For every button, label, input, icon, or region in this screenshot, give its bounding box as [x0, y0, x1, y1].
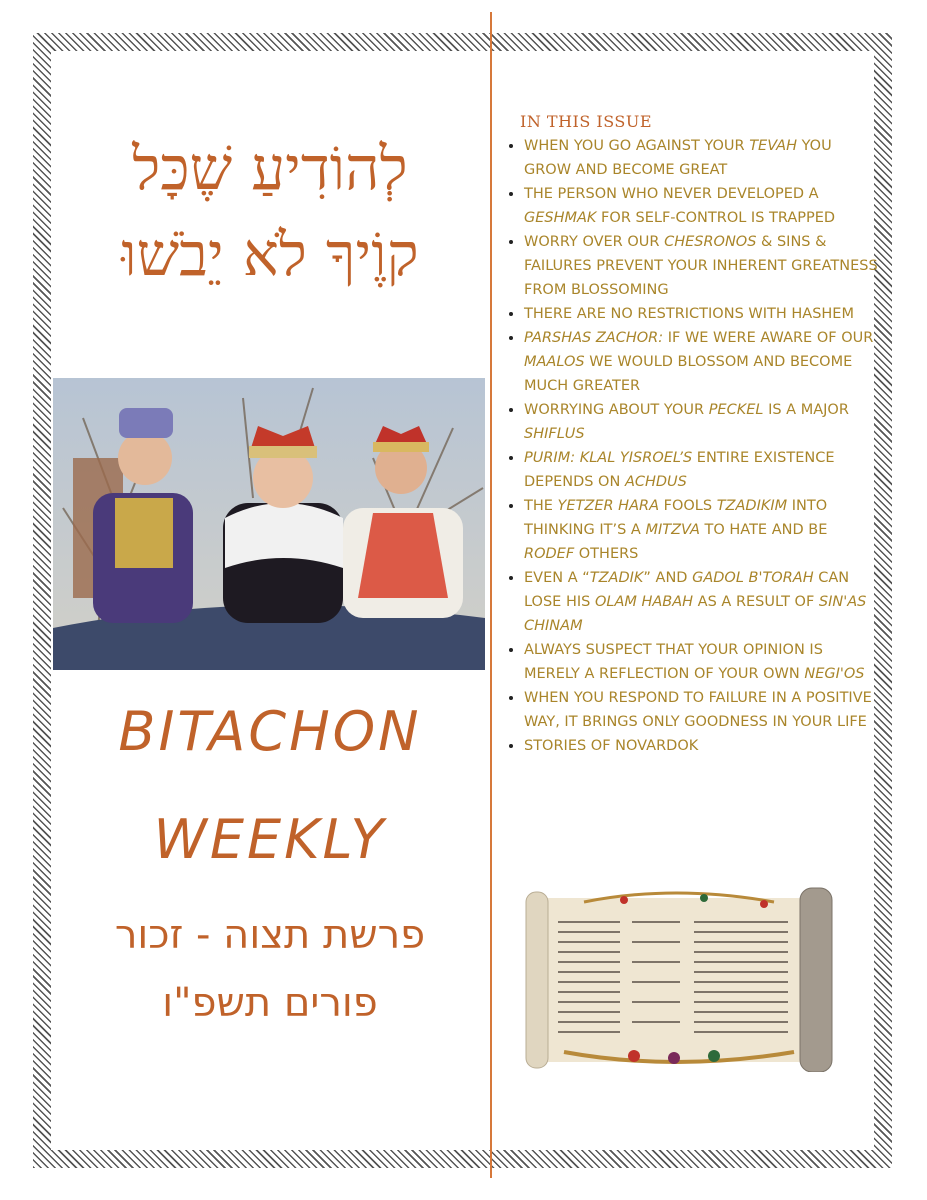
- issue-item-text: TEVAH: [749, 138, 797, 154]
- issue-item-text: IS A MAJOR: [763, 402, 849, 418]
- megillah-scroll-image: [524, 886, 834, 1072]
- column-divider: [490, 12, 492, 1178]
- issue-item-text: TO HATE AND BE: [699, 522, 828, 538]
- issue-item-text: MITZVA: [645, 522, 700, 538]
- issue-item-text: YOU GROW AND BECOME GREAT: [524, 138, 832, 178]
- issue-item-text: FOOLS: [659, 498, 717, 514]
- hebrew-title-line-2: קוֶֹיךָ לֹא יֵבֹשׁוּ: [121, 220, 419, 290]
- hebrew-title: [55, 126, 485, 298]
- issue-item: [524, 302, 879, 326]
- issue-item-text: NEGI'OS: [804, 666, 865, 682]
- issue-item-text: SHIFLUS: [524, 426, 585, 442]
- cover-photo: [53, 378, 485, 670]
- issue-item-text: ALWAYS SUSPECT THAT YOUR OPINION IS MERELY A REFLECTION OF YOUR OWN: [524, 642, 823, 682]
- issue-item: [524, 686, 879, 734]
- issue-list: [500, 134, 879, 758]
- issue-item-text: THE: [524, 498, 558, 514]
- cover-photo-illustration: [53, 378, 485, 670]
- issue-item-text: CAN LOSE HIS: [524, 570, 850, 610]
- issue-item-text: RODEF: [524, 546, 575, 562]
- issue-item-text: OTHERS: [574, 546, 639, 562]
- issue-item-text: THERE ARE NO RESTRICTIONS WITH HASHEM: [524, 306, 854, 322]
- issue-item: [524, 326, 879, 398]
- hebrew-title-line-1: לְהוֹדִיעַ שֶׁכָּל: [132, 134, 408, 204]
- issue-item: [524, 398, 879, 446]
- issue-item-text: IF WE WERE AWARE OF OUR: [663, 330, 874, 346]
- issue-item: [524, 566, 879, 638]
- issue-item-text: STORIES OF NOVARDOK: [524, 738, 699, 754]
- issue-item-text: TZADIKIM: [716, 498, 788, 514]
- issue-item-text: WHEN YOU GO AGAINST YOUR: [524, 138, 750, 154]
- issue-item-text: INTO THINKING IT’S A: [524, 498, 828, 538]
- issue-item-text: ENTIRE EXISTENCE DEPENDS ON: [524, 450, 835, 490]
- issue-item: [524, 230, 879, 302]
- issue-heading: IN THIS ISSUE: [520, 112, 653, 131]
- issue-item-text: OLAM HABAH: [594, 594, 694, 610]
- issue-item: [524, 638, 879, 686]
- issue-item: [524, 734, 879, 758]
- issue-item-text: PURIM: KLAL YISROEL’S: [524, 450, 693, 466]
- issue-item-text: FOR SELF-CONTROL IS TRAPPED: [596, 210, 836, 226]
- parsha-line: פרשת תצוה - זכור: [114, 912, 426, 958]
- issue-item-text: TZADIK: [589, 570, 644, 586]
- issue-item: [524, 134, 879, 182]
- issue-item: [524, 446, 879, 494]
- issue-item-text: WORRYING ABOUT YOUR: [524, 402, 709, 418]
- issue-item: [524, 182, 879, 230]
- date-line: פורים תשפ"ו: [162, 980, 378, 1026]
- issue-item-text: GADOL B'TORAH: [692, 570, 814, 586]
- issue-item-text: ” AND: [643, 570, 693, 586]
- issue-item-text: MAALOS: [524, 354, 585, 370]
- brand-title-line-1: BITACHON: [118, 700, 422, 763]
- issue-item-text: PARSHAS ZACHOR:: [524, 330, 664, 346]
- issue-item-text: EVEN A “: [524, 570, 590, 586]
- issue-item-text: CHESRONOS: [664, 234, 757, 250]
- issue-item-text: PECKEL: [708, 402, 764, 418]
- issue-item: [524, 494, 879, 566]
- issue-item-text: WE WOULD BLOSSOM AND BECOME MUCH GREATER: [524, 354, 853, 394]
- issue-item-text: SIN'AS CHINAM: [524, 594, 867, 634]
- issue-item-text: ACHDUS: [624, 474, 687, 490]
- issue-item-text: THE PERSON WHO NEVER DEVELOPED A: [524, 186, 819, 202]
- brand-title-line-2: WEEKLY: [153, 808, 387, 871]
- issue-item-text: WORRY OVER OUR: [524, 234, 665, 250]
- megillah-scroll-icon: [524, 886, 834, 1072]
- issue-item-text: & SINS & FAILURES PREVENT YOUR INHERENT GREATNESS FROM BLOSSOMING: [524, 234, 878, 298]
- issue-item-text: WHEN YOU RESPOND TO FAILURE IN A POSITIVE WAY, IT BRINGS ONLY GOODNESS IN YOUR LIFE: [524, 690, 872, 730]
- issue-item-text: YETZER HARA: [557, 498, 660, 514]
- issue-item-text: GESHMAK: [524, 210, 597, 226]
- issue-item-text: AS A RESULT OF: [693, 594, 819, 610]
